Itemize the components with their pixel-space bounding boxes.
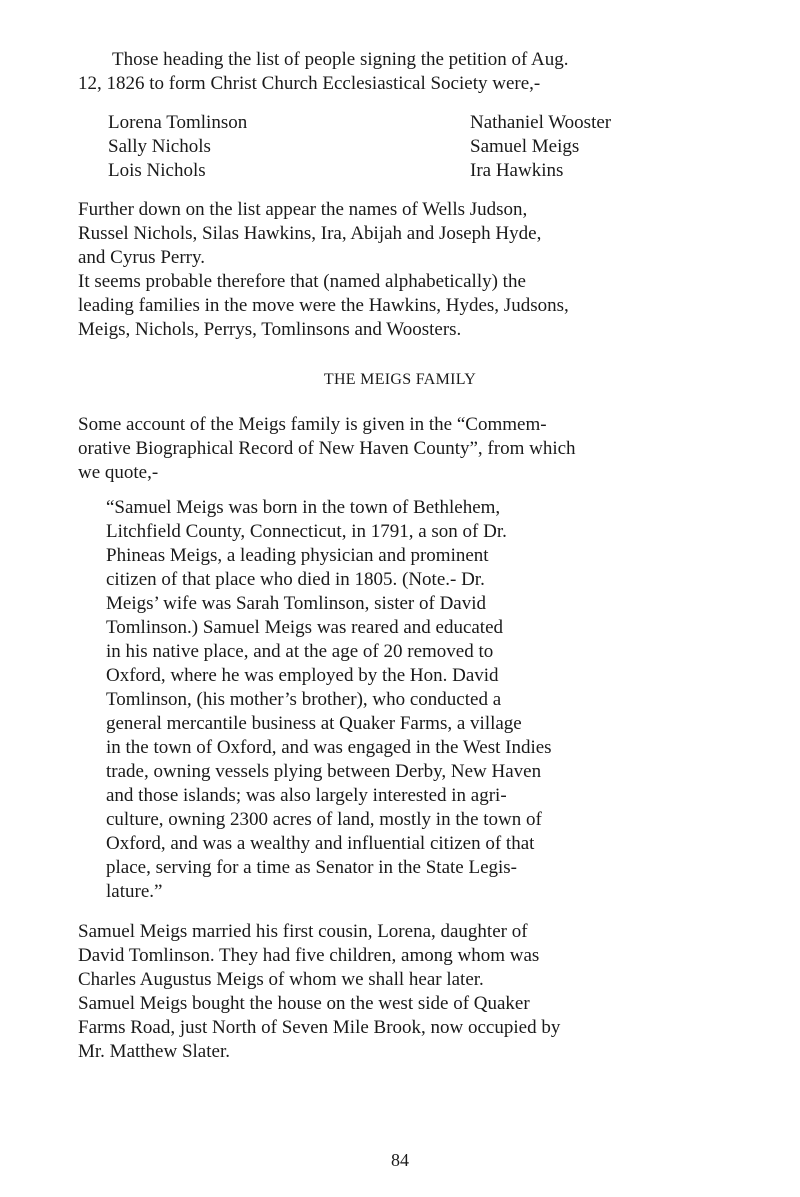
further-paragraph: Further down on the list appear the names of Wells Judson, Russel Nichols, Silas Hawkins, Ira, Abijah and Joseph Hyde, and Cyrus Perry. It seems probable therefore that (named alphabetically) the leading families in the move were the Hawkins, Hydes, Judsons, Meigs, Nichols, Perrys, Tomlinsons and Woosters. — [78, 199, 569, 340]
account-paragraph: Some account of the Meigs family is given in the “Commem- orative Biographical Record of New Haven County”, from which we quote,- — [78, 414, 576, 483]
intro-paragraph: Those heading the list of people signing the petition of Aug. 12, 1826 to form Christ Church Ecclesiastical Society were,- — [78, 49, 569, 94]
block-quote: “Samuel Meigs was born in the town of Bethlehem, Litchfield County, Connecticut, in 1791, a son of Dr. Phineas Meigs, a leading physician and prominent citizen of that place who died in 1805. (Note.- Dr. Meigs’ wife was Sarah Tomlinson, sister of David Tomlinson.) Samuel Meigs was reared and educated in his native place, and at the age of 20 removed to Oxford, where he was employed by the Hon. David Tomlinson, (his mother’s brother), who conducted a general mercantile business at Quaker Farms, a village in the town of Oxford, and was engaged in the West Indies trade, owning vessels plying between Derby, New Haven and those islands; was also largely interested in agri- culture, owning 2300 acres of land, mostly in the town of Oxford, and was a wealthy and influential citizen of that place, serving for a time as Senator in the State Legis- lature.” — [106, 497, 552, 902]
page-number: 84 — [391, 1150, 409, 1170]
signers-left-column: Lorena Tomlinson Sally Nichols Lois Nichols — [108, 112, 248, 181]
married-paragraph: Samuel Meigs married his first cousin, Lorena, daughter of David Tomlinson. They had five children, among whom was Charles Augustus Meigs of whom we shall hear later. Samuel Meigs bought the house on the west side of Quaker Farms Road, just North of Seven Mile Brook, now occupied by Mr. Matthew Slater. — [78, 921, 561, 1062]
section-heading: THE MEIGS FAMILY — [323, 371, 477, 388]
signers-right-column: Nathaniel Wooster Samuel Meigs Ira Hawkins — [470, 112, 612, 181]
